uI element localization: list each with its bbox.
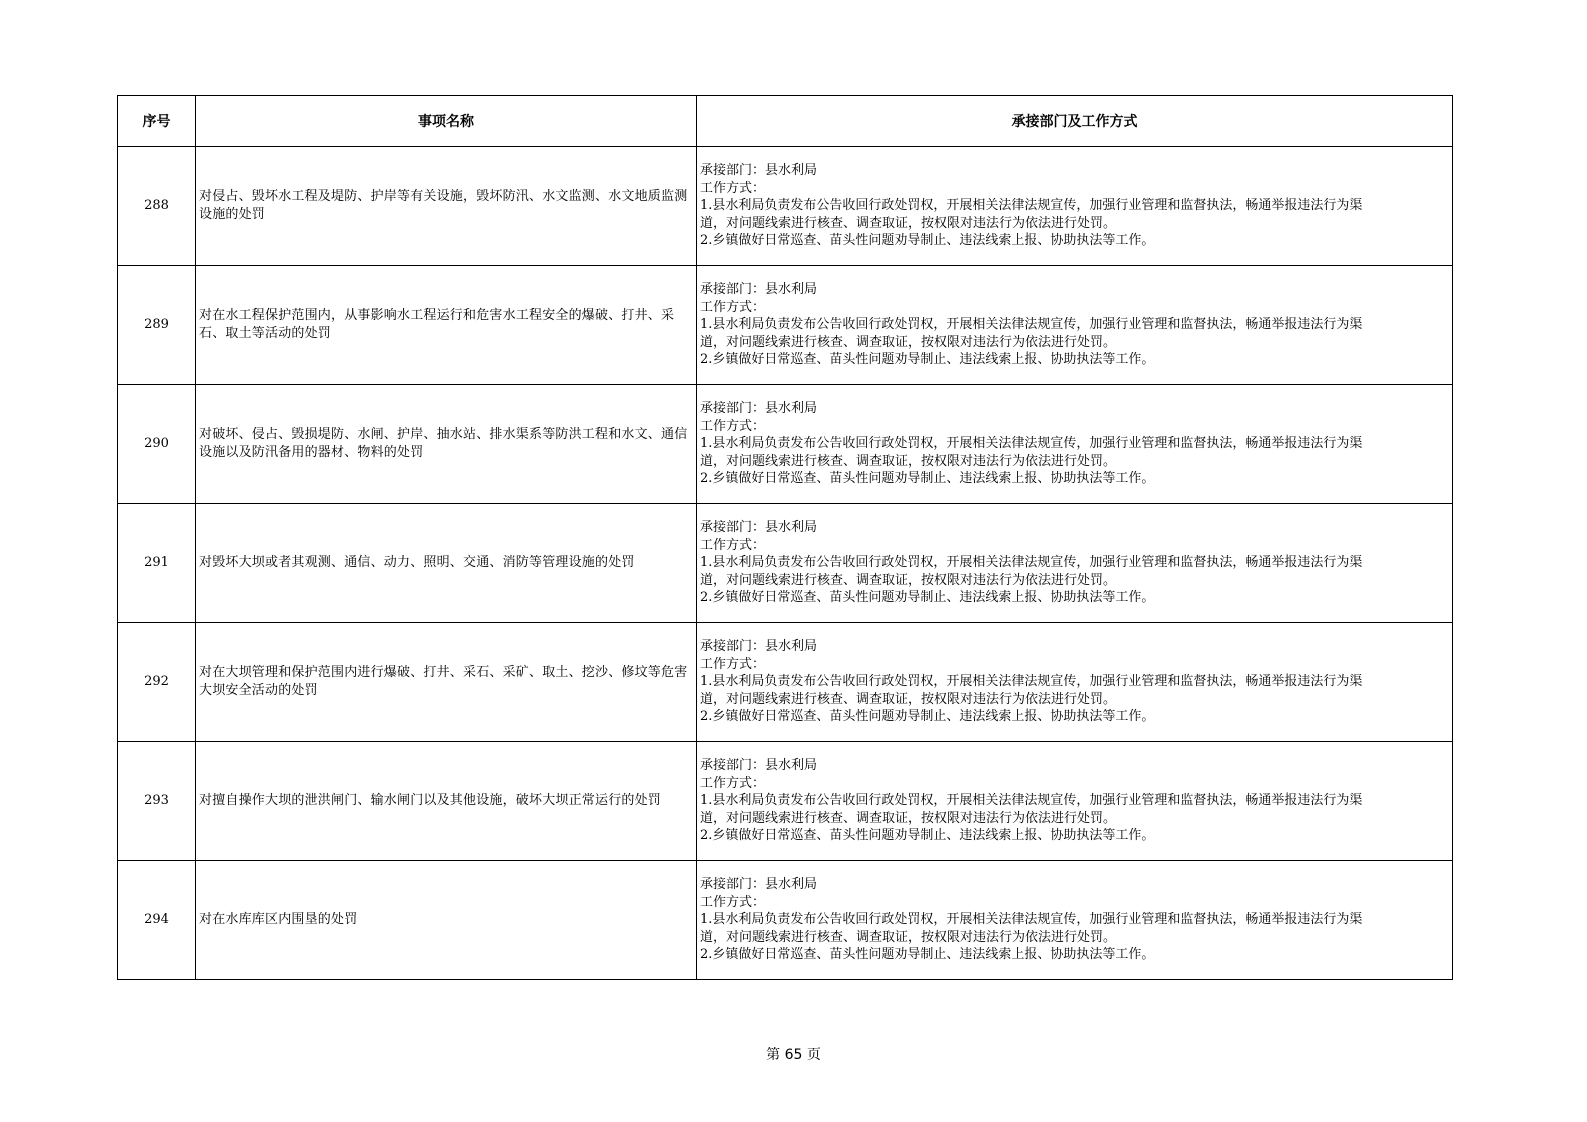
- row-index: 294: [118, 861, 196, 980]
- method-line: 2.乡镇做好日常巡查、苗头性问题劝导制止、违法线索上报、协助执法等工作。: [700, 471, 1155, 487]
- row-index: 290: [118, 385, 196, 504]
- table-row: [118, 623, 1453, 742]
- row-item-name: 对侵占、毁坏水工程及堤防、护岸等有关设施，毁坏防汛、水文监测、水文地质监测设施的处罚: [196, 147, 697, 266]
- method-line: 道，对问题线索进行核查、调查取证，按权限对违法行为依法进行处罚。: [700, 929, 1117, 945]
- header-index: 序号: [118, 96, 196, 147]
- page-number: 第 65 页: [766, 1047, 821, 1063]
- row-index: 291: [118, 504, 196, 623]
- method-line: 2.乡镇做好日常巡查、苗头性问题劝导制止、违法线索上报、协助执法等工作。: [700, 709, 1155, 725]
- method-line: 承接部门：县水利局: [700, 520, 818, 536]
- method-line: 承接部门：县水利局: [700, 639, 818, 655]
- method-line: 道，对问题线索进行核查、调查取证，按权限对违法行为依法进行处罚。: [700, 334, 1117, 350]
- method-line: 2.乡镇做好日常巡查、苗头性问题劝导制止、违法线索上报、协助执法等工作。: [700, 828, 1155, 844]
- method-line: 工作方式：: [700, 418, 766, 434]
- row-dept-method: [697, 266, 1453, 385]
- method-line: 道，对问题线索进行核查、调查取证，按权限对违法行为依法进行处罚。: [700, 215, 1117, 231]
- method-line: 承接部门：县水利局: [700, 163, 818, 179]
- table-row: [118, 861, 1453, 980]
- table-row: [118, 266, 1453, 385]
- method-line: 承接部门：县水利局: [700, 282, 818, 298]
- table-row: [118, 504, 1453, 623]
- method-line: 道，对问题线索进行核查、调查取证，按权限对违法行为依法进行处罚。: [700, 810, 1117, 826]
- method-line: 承接部门：县水利局: [700, 877, 818, 893]
- method-line: 承接部门：县水利局: [700, 401, 818, 417]
- row-item-name: 对在水库库区内围垦的处罚: [196, 861, 697, 980]
- method-line: 道，对问题线索进行核查、调查取证，按权限对违法行为依法进行处罚。: [700, 572, 1117, 588]
- row-dept-method: [697, 504, 1453, 623]
- method-line: 道，对问题线索进行核查、调查取证，按权限对违法行为依法进行处罚。: [700, 691, 1117, 707]
- row-dept-method: [697, 385, 1453, 504]
- method-line: 工作方式：: [700, 180, 766, 196]
- method-line: 1.县水利局负责发布公告收回行政处罚权，开展相关法律法规宣传，加强行业管理和监督执法，畅通举报违法行为渠: [700, 674, 1363, 690]
- table-row: [118, 385, 1453, 504]
- header-dept-method: 承接部门及工作方式: [697, 96, 1453, 147]
- table-row: [118, 147, 1453, 266]
- method-line: 1.县水利局负责发布公告收回行政处罚权，开展相关法律法规宣传，加强行业管理和监督执法，畅通举报违法行为渠: [700, 317, 1363, 333]
- row-dept-method: [697, 861, 1453, 980]
- method-line: 工作方式：: [700, 894, 766, 910]
- row-index: 292: [118, 623, 196, 742]
- row-index: 289: [118, 266, 196, 385]
- row-index: 288: [118, 147, 196, 266]
- row-dept-method: [697, 623, 1453, 742]
- method-line: 2.乡镇做好日常巡查、苗头性问题劝导制止、违法线索上报、协助执法等工作。: [700, 233, 1155, 249]
- method-line: 工作方式：: [700, 537, 766, 553]
- row-item-name: 对在大坝管理和保护范围内进行爆破、打井、采石、采矿、取土、挖沙、修坟等危害大坝安全活动的处罚: [196, 623, 697, 742]
- method-line: 2.乡镇做好日常巡查、苗头性问题劝导制止、违法线索上报、协助执法等工作。: [700, 590, 1155, 606]
- method-line: 2.乡镇做好日常巡查、苗头性问题劝导制止、违法线索上报、协助执法等工作。: [700, 352, 1155, 368]
- method-line: 2.乡镇做好日常巡查、苗头性问题劝导制止、违法线索上报、协助执法等工作。: [700, 947, 1155, 963]
- row-item-name: 对毁坏大坝或者其观测、通信、动力、照明、交通、消防等管理设施的处罚: [196, 504, 697, 623]
- matters-table: [117, 95, 1453, 980]
- header-item-name: 事项名称: [196, 96, 697, 147]
- method-line: 1.县水利局负责发布公告收回行政处罚权，开展相关法律法规宣传，加强行业管理和监督执法，畅通举报违法行为渠: [700, 436, 1363, 452]
- method-line: 工作方式：: [700, 656, 766, 672]
- row-item-name: 对破坏、侵占、毁损堤防、水闸、护岸、抽水站、排水渠系等防洪工程和水文、通信设施以及防汛备用的器材、物料的处罚: [196, 385, 697, 504]
- header-row: [118, 96, 1453, 147]
- method-line: 1.县水利局负责发布公告收回行政处罚权，开展相关法律法规宣传，加强行业管理和监督执法，畅通举报违法行为渠: [700, 198, 1363, 214]
- table-row: [118, 742, 1453, 861]
- method-line: 承接部门：县水利局: [700, 758, 818, 774]
- method-line: 道，对问题线索进行核查、调查取证，按权限对违法行为依法进行处罚。: [700, 453, 1117, 469]
- row-item-name: 对在水工程保护范围内，从事影响水工程运行和危害水工程安全的爆破、打井、采石、取土等活动的处罚: [196, 266, 697, 385]
- method-line: 工作方式：: [700, 775, 766, 791]
- row-item-name: 对擅自操作大坝的泄洪闸门、输水闸门以及其他设施，破坏大坝正常运行的处罚: [196, 742, 697, 861]
- row-dept-method: [697, 742, 1453, 861]
- method-line: 1.县水利局负责发布公告收回行政处罚权，开展相关法律法规宣传，加强行业管理和监督执法，畅通举报违法行为渠: [700, 555, 1363, 571]
- method-line: 1.县水利局负责发布公告收回行政处罚权，开展相关法律法规宣传，加强行业管理和监督执法，畅通举报违法行为渠: [700, 912, 1363, 928]
- row-dept-method: [697, 147, 1453, 266]
- method-line: 1.县水利局负责发布公告收回行政处罚权，开展相关法律法规宣传，加强行业管理和监督执法，畅通举报违法行为渠: [700, 793, 1363, 809]
- row-index: 293: [118, 742, 196, 861]
- method-line: 工作方式：: [700, 299, 766, 315]
